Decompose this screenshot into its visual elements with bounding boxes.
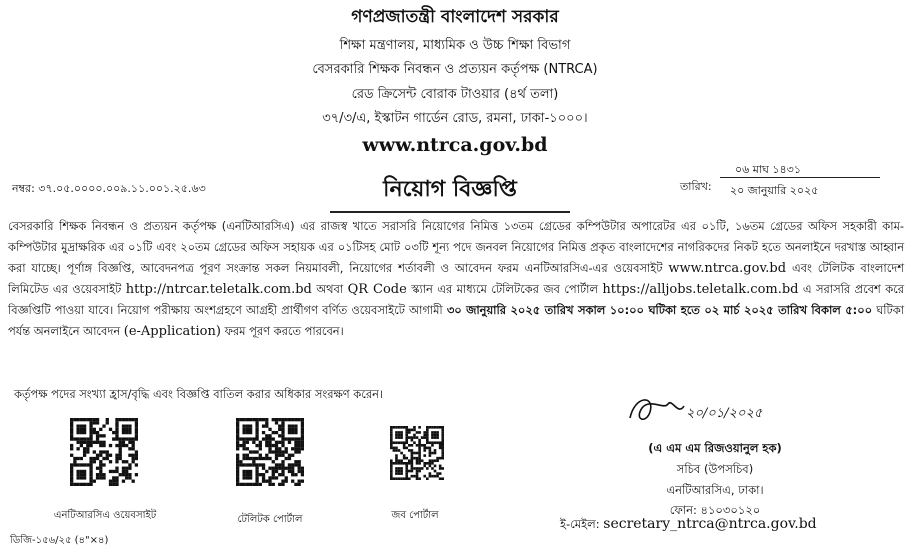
footer-code: ডিজি-১৫৬/২৫ (৪"×৪) xyxy=(10,535,109,546)
ministry-line: শিক্ষা মন্ত্রণালয়, মাধ্যমিক ও উচ্চ শিক্ষা বিভাগ xyxy=(339,38,571,53)
header-website: www.ntrca.gov.bd xyxy=(362,134,548,156)
notice-body xyxy=(8,216,904,342)
signature-icon xyxy=(620,390,790,430)
authority-line: বেসরকারি শিক্ষক নিবন্ধন ও প্রত্যয়ন কর্তৃপক্ষ (NTRCA) xyxy=(312,62,598,77)
notice-title: নিয়োগ বিজ্ঞপ্তি xyxy=(330,172,570,213)
body-text: ফরম পূরণ করতে পারবেন। xyxy=(220,324,344,338)
qr-caption-teletalk: টেলিটক পোর্টাল xyxy=(237,514,303,525)
date-english: ২০ জানুয়ারি ২০২৫ xyxy=(730,184,819,197)
qr-caption-job-portal: জব পোর্টাল xyxy=(391,510,439,521)
signatory-phone: ফোন: ৪১০৩০১২০ xyxy=(669,503,761,517)
signatory-name: (এ এম এম রিজওয়ানুল হক) xyxy=(648,441,782,455)
body-text: এ সরাসরি প্রবেশ করে বিজ্ঞপ্তিটি পাওয়া যাবে। নিয়োগ পরীক্ষায় অংশগ্রহণে আগ্রহী প্রার্থীগণ বর্ণিত ওয়েবসাইটে আগামী xyxy=(8,282,904,317)
ntrca-website-qr-icon[interactable] xyxy=(70,418,138,486)
body-text: বেসরকারি শিক্ষক নিবন্ধন ও প্রত্যয়ন কর্তৃপক্ষ (এনটিআরসিএ) এর রাজস্ব খাতে সরাসরি নিয়োগের নিমিত্ত ১৩তম গ্রেডের কম্পিউটার অপারেটর এর ০১টি, ১৬তম গ্রেডের অফিস সহকারী কাম-কম্পিউটার মুদ্রাক্ষরিক এর ০১টি এবং ২০তম গ্রেডের অফিস সহায়ক এর ০১টিসহ মোট ০৩টি শূন্য পদে জনবল নিয়োগের নিমিত্ত প্রকৃত বাংলাদেশের নাগরিকদের নিকট হতে অনলাইনে দরখাস্ত আহ্বান করা যাচ্ছে। পূর্ণাঙ্গ বিজ্ঞপ্তি, আবেদনপত্র পূরণ সংক্রান্ত সকল নিয়মাবলী, নিয়োগের শর্তাবলী ও আবেদন ফরম এনটিআরসিএ-এর ওয়েবসাইট xyxy=(8,219,904,275)
address-line: ৩৭/৩/এ, ইস্কাটন গার্ডেন রোড, রমনা, ঢাকা-১০০০। xyxy=(322,111,588,126)
teletalk-link[interactable]: http://ntrcar.teletalk.com.bd xyxy=(125,282,312,297)
signatory-designation: সচিব (উপসচিব) xyxy=(676,462,754,476)
body-text: ঘটিকা পর্যন্ত অনলাইনে আবেদন xyxy=(8,303,904,338)
body-text: স্ক্যান এর মাধ্যমে টেলিটকের জব পোর্টাল xyxy=(406,282,603,296)
building-line: রেড ক্রিসেন্ট বোরাক টাওয়ার (৪র্থ তলা) xyxy=(351,87,559,102)
signatory-org: এনটিআরসিএ, ঢাকা। xyxy=(666,483,764,497)
rights-note: কর্তৃপক্ষ পদের সংখ্যা হ্রাস/বৃদ্ধি এবং বিজ্ঞপ্তি বাতিল করার অধিকার সংরক্ষণ করেন। xyxy=(14,387,383,401)
teletalk-portal-qr-icon[interactable] xyxy=(236,418,304,486)
date-bangla: ০৬ মাঘ ১৪৩১ xyxy=(735,163,801,176)
e-application-text: (e-Application) xyxy=(123,324,221,339)
email-label: ই-মেইল: xyxy=(560,517,600,531)
memo-number: নম্বর: ৩৭.০৫.০০০০.০০৯.১১.০০১.২৫.৬৩ xyxy=(12,182,206,195)
deadline-text: ৩০ জানুয়ারি ২০২৫ তারিখ সকাল ১০:০০ ঘটিকা হতে ০২ মার্চ ২০২৫ তারিখ বিকাল ৫:০০ xyxy=(446,303,873,317)
gov-title: গণপ্রজাতন্ত্রী বাংলাদেশ সরকার xyxy=(351,7,559,27)
body-text: এবং টেলিটক বাংলাদেশ লিমিটেড এর ওয়েবসাইট xyxy=(8,261,905,296)
signature-date: ২০/০১/২০২৫ xyxy=(686,406,763,421)
qr-code-text: QR Code xyxy=(347,282,407,297)
body-text: অথবা xyxy=(311,282,348,296)
date-divider xyxy=(720,177,880,178)
ntrca-link[interactable]: www.ntrca.gov.bd xyxy=(668,261,787,276)
date-label: তারিখ: xyxy=(680,180,712,193)
alljobs-link[interactable]: https://alljobs.teletalk.com.bd xyxy=(602,282,799,297)
job-portal-qr-icon[interactable] xyxy=(390,426,444,480)
signatory-email xyxy=(560,516,817,535)
email-link[interactable]: secretary_ntrca@ntrca.gov.bd xyxy=(603,516,817,532)
qr-caption-ntrca: এনটিআরসিএ ওয়েবসাইট xyxy=(53,510,157,521)
